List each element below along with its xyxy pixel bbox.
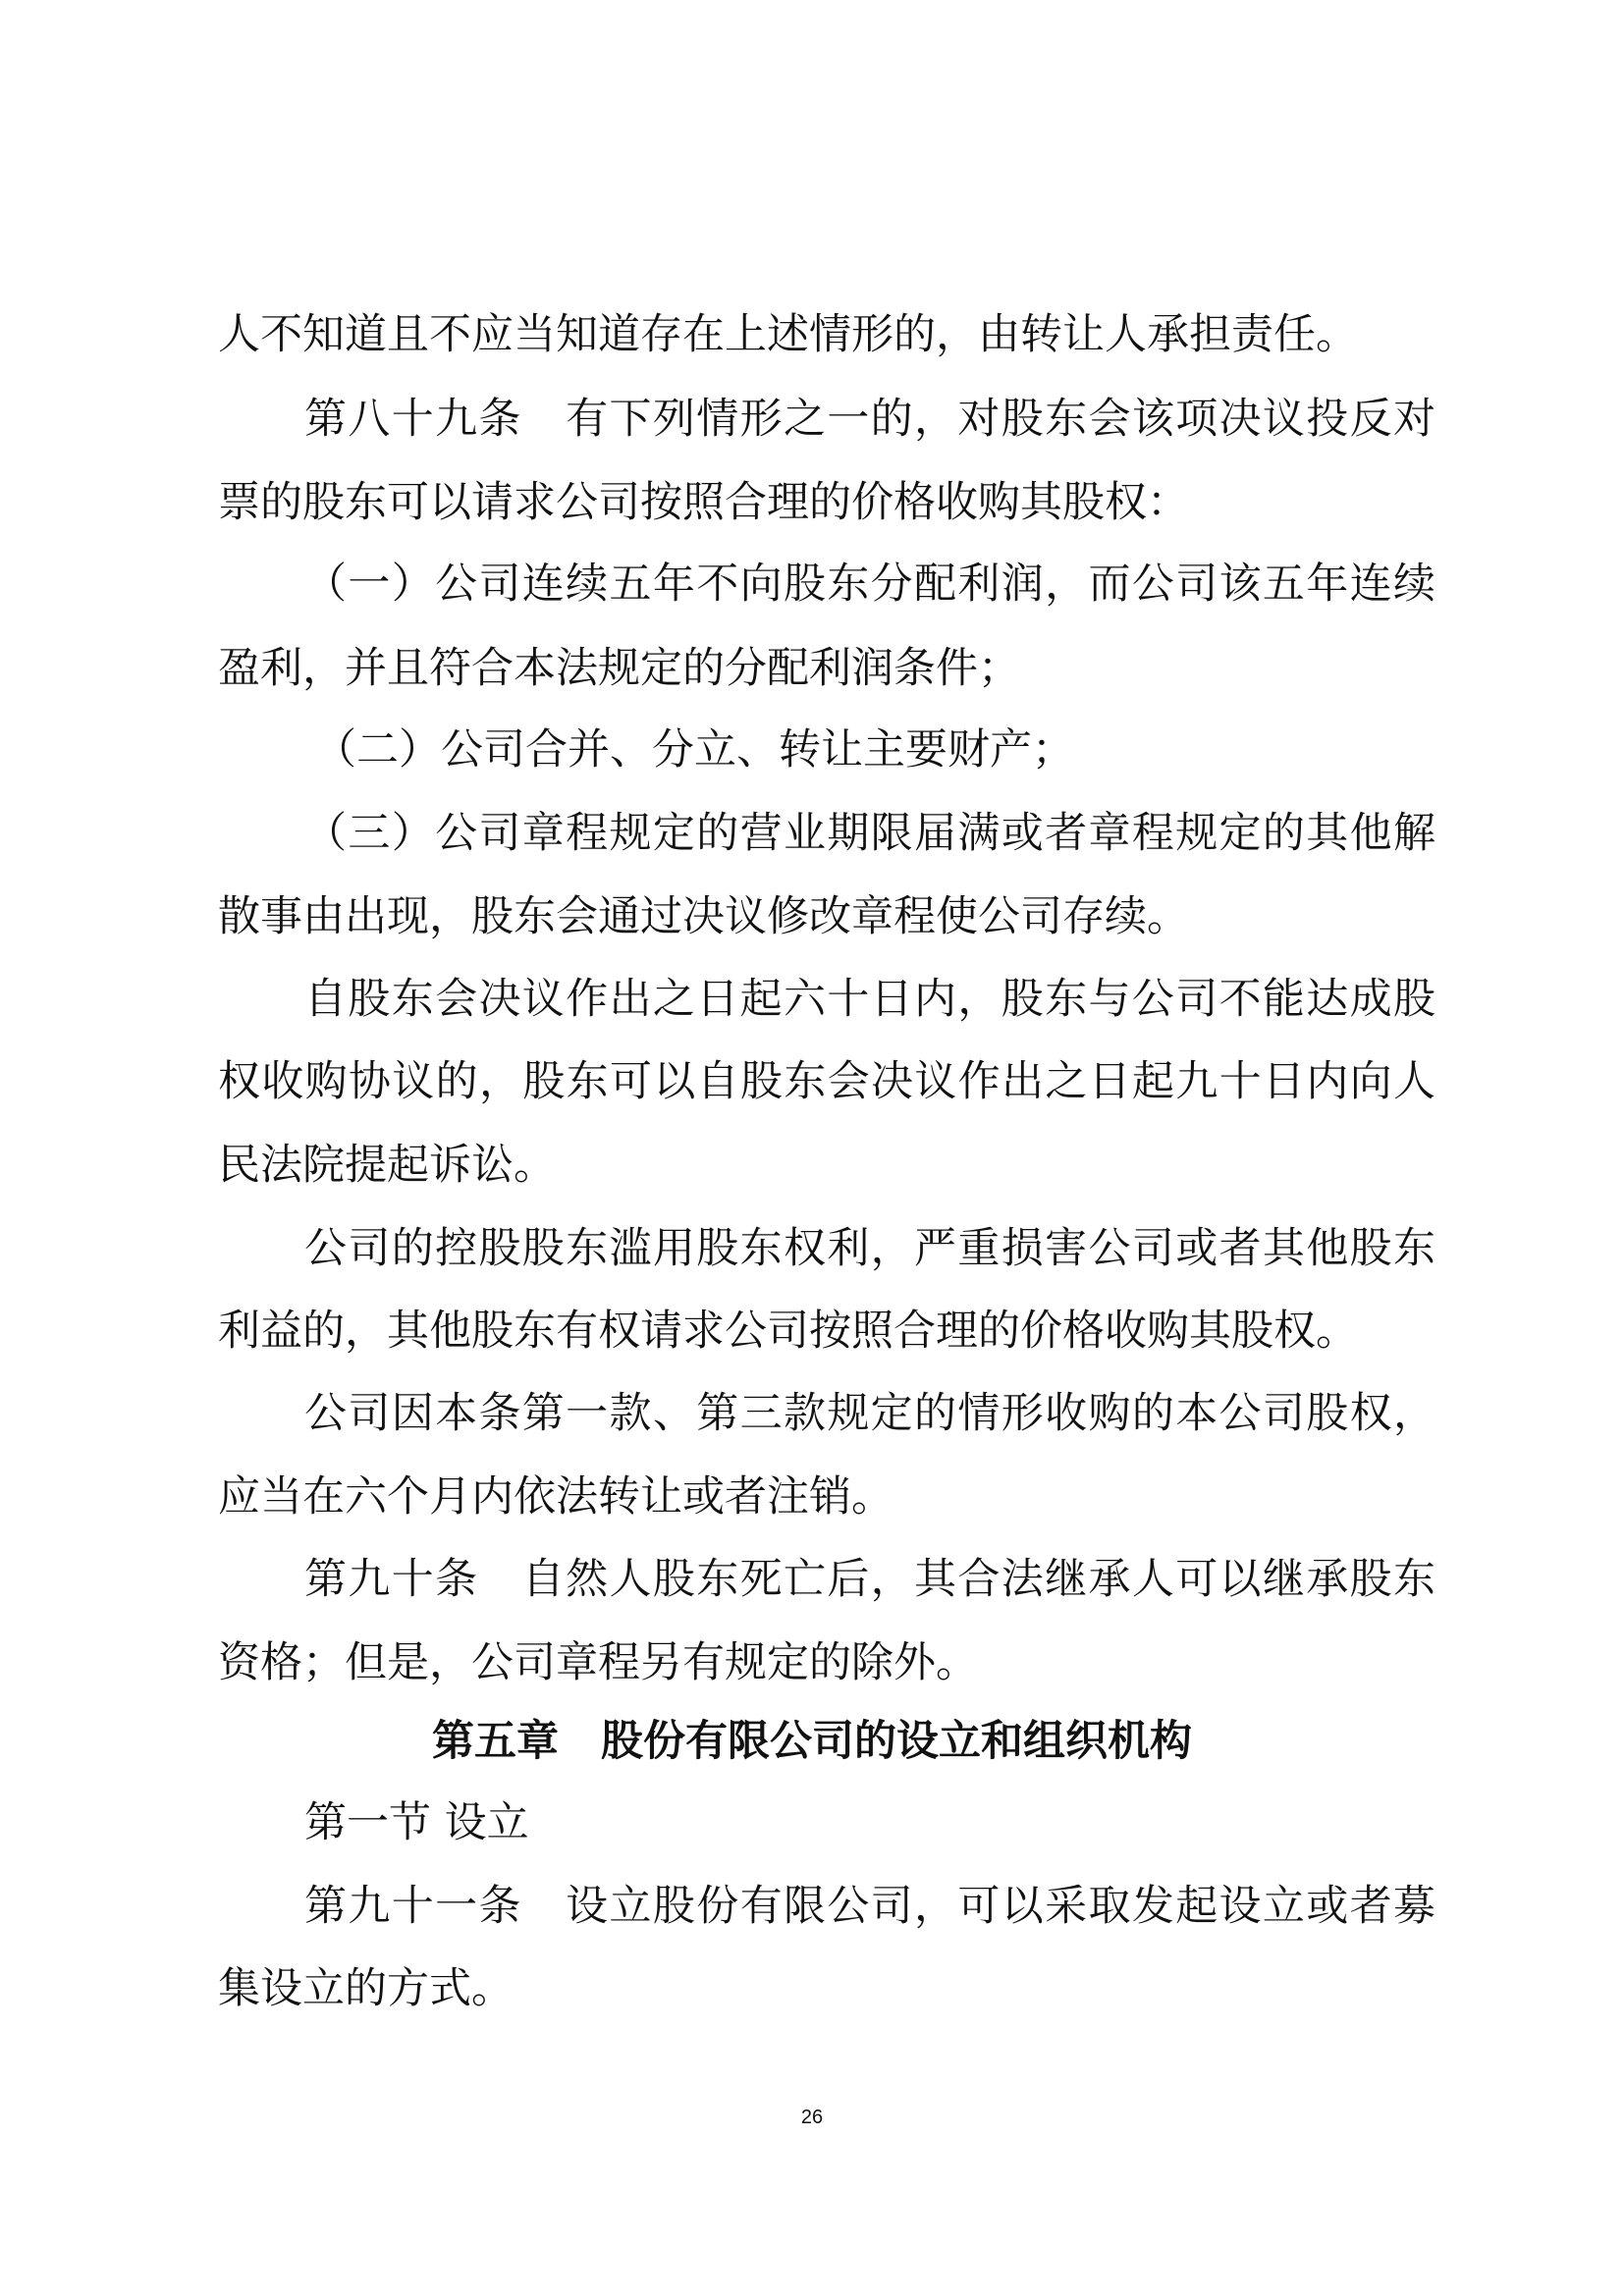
section-title: 第一节 设立	[304, 1798, 529, 1847]
article-90-heading-line: 第九十条 自然人股东死亡后，其合法继承人可以继承股东	[304, 1555, 1435, 1604]
list-item-3-line: （三）公司章程规定的营业期限届满或者章程规定的其他解	[304, 809, 1435, 858]
paragraph-line: 集设立的方式。	[218, 1964, 514, 2013]
chapter-title: 第五章 股份有限公司的设立和组织机构	[432, 1717, 1192, 1766]
paragraph-line: 民法院提起诉讼。	[218, 1141, 556, 1190]
paragraph-line: 人不知道且不应当知道存在上述情形的，由转让人承担责任。	[218, 310, 1358, 359]
list-item-2-line: （二）公司合并、分立、转让主要财产；	[314, 725, 1074, 774]
paragraph-line: 散事由出现，股东会通过决议修改章程使公司存续。	[218, 892, 1189, 941]
page-number: 26	[800, 2107, 824, 2128]
paragraph-line: 应当在六个月内依法转让或者注销。	[218, 1472, 893, 1522]
paragraph-line: 盈利，并且符合本法规定的分配利润条件；	[218, 644, 1020, 693]
paragraph-line: 自股东会决议作出之日起六十日内，股东与公司不能达成股	[304, 975, 1435, 1024]
paragraph-line: 公司的控股股东滥用股东权利，严重损害公司或者其他股东	[304, 1224, 1435, 1273]
paragraph-line: 资格；但是，公司章程另有规定的除外。	[218, 1638, 978, 1687]
paragraph-line: 利益的，其他股东有权请求公司按照合理的价格收购其股权。	[218, 1307, 1358, 1356]
list-item-1-line: （一）公司连续五年不向股东分配利润，而公司该五年连续	[304, 560, 1435, 609]
article-89-heading-line: 第八十九条 有下列情形之一的，对股东会该项决议投反对	[304, 395, 1435, 444]
paragraph-line: 票的股东可以请求公司按照合理的价格收购其股权：	[218, 478, 1189, 527]
paragraph-line: 公司因本条第一款、第三款规定的情形收购的本公司股权，	[304, 1389, 1435, 1438]
paragraph-line: 权收购协议的，股东可以自股东会决议作出之日起九十日内向人	[218, 1057, 1435, 1106]
article-91-heading-line: 第九十一条 设立股份有限公司，可以采取发起设立或者募	[304, 1882, 1435, 1931]
